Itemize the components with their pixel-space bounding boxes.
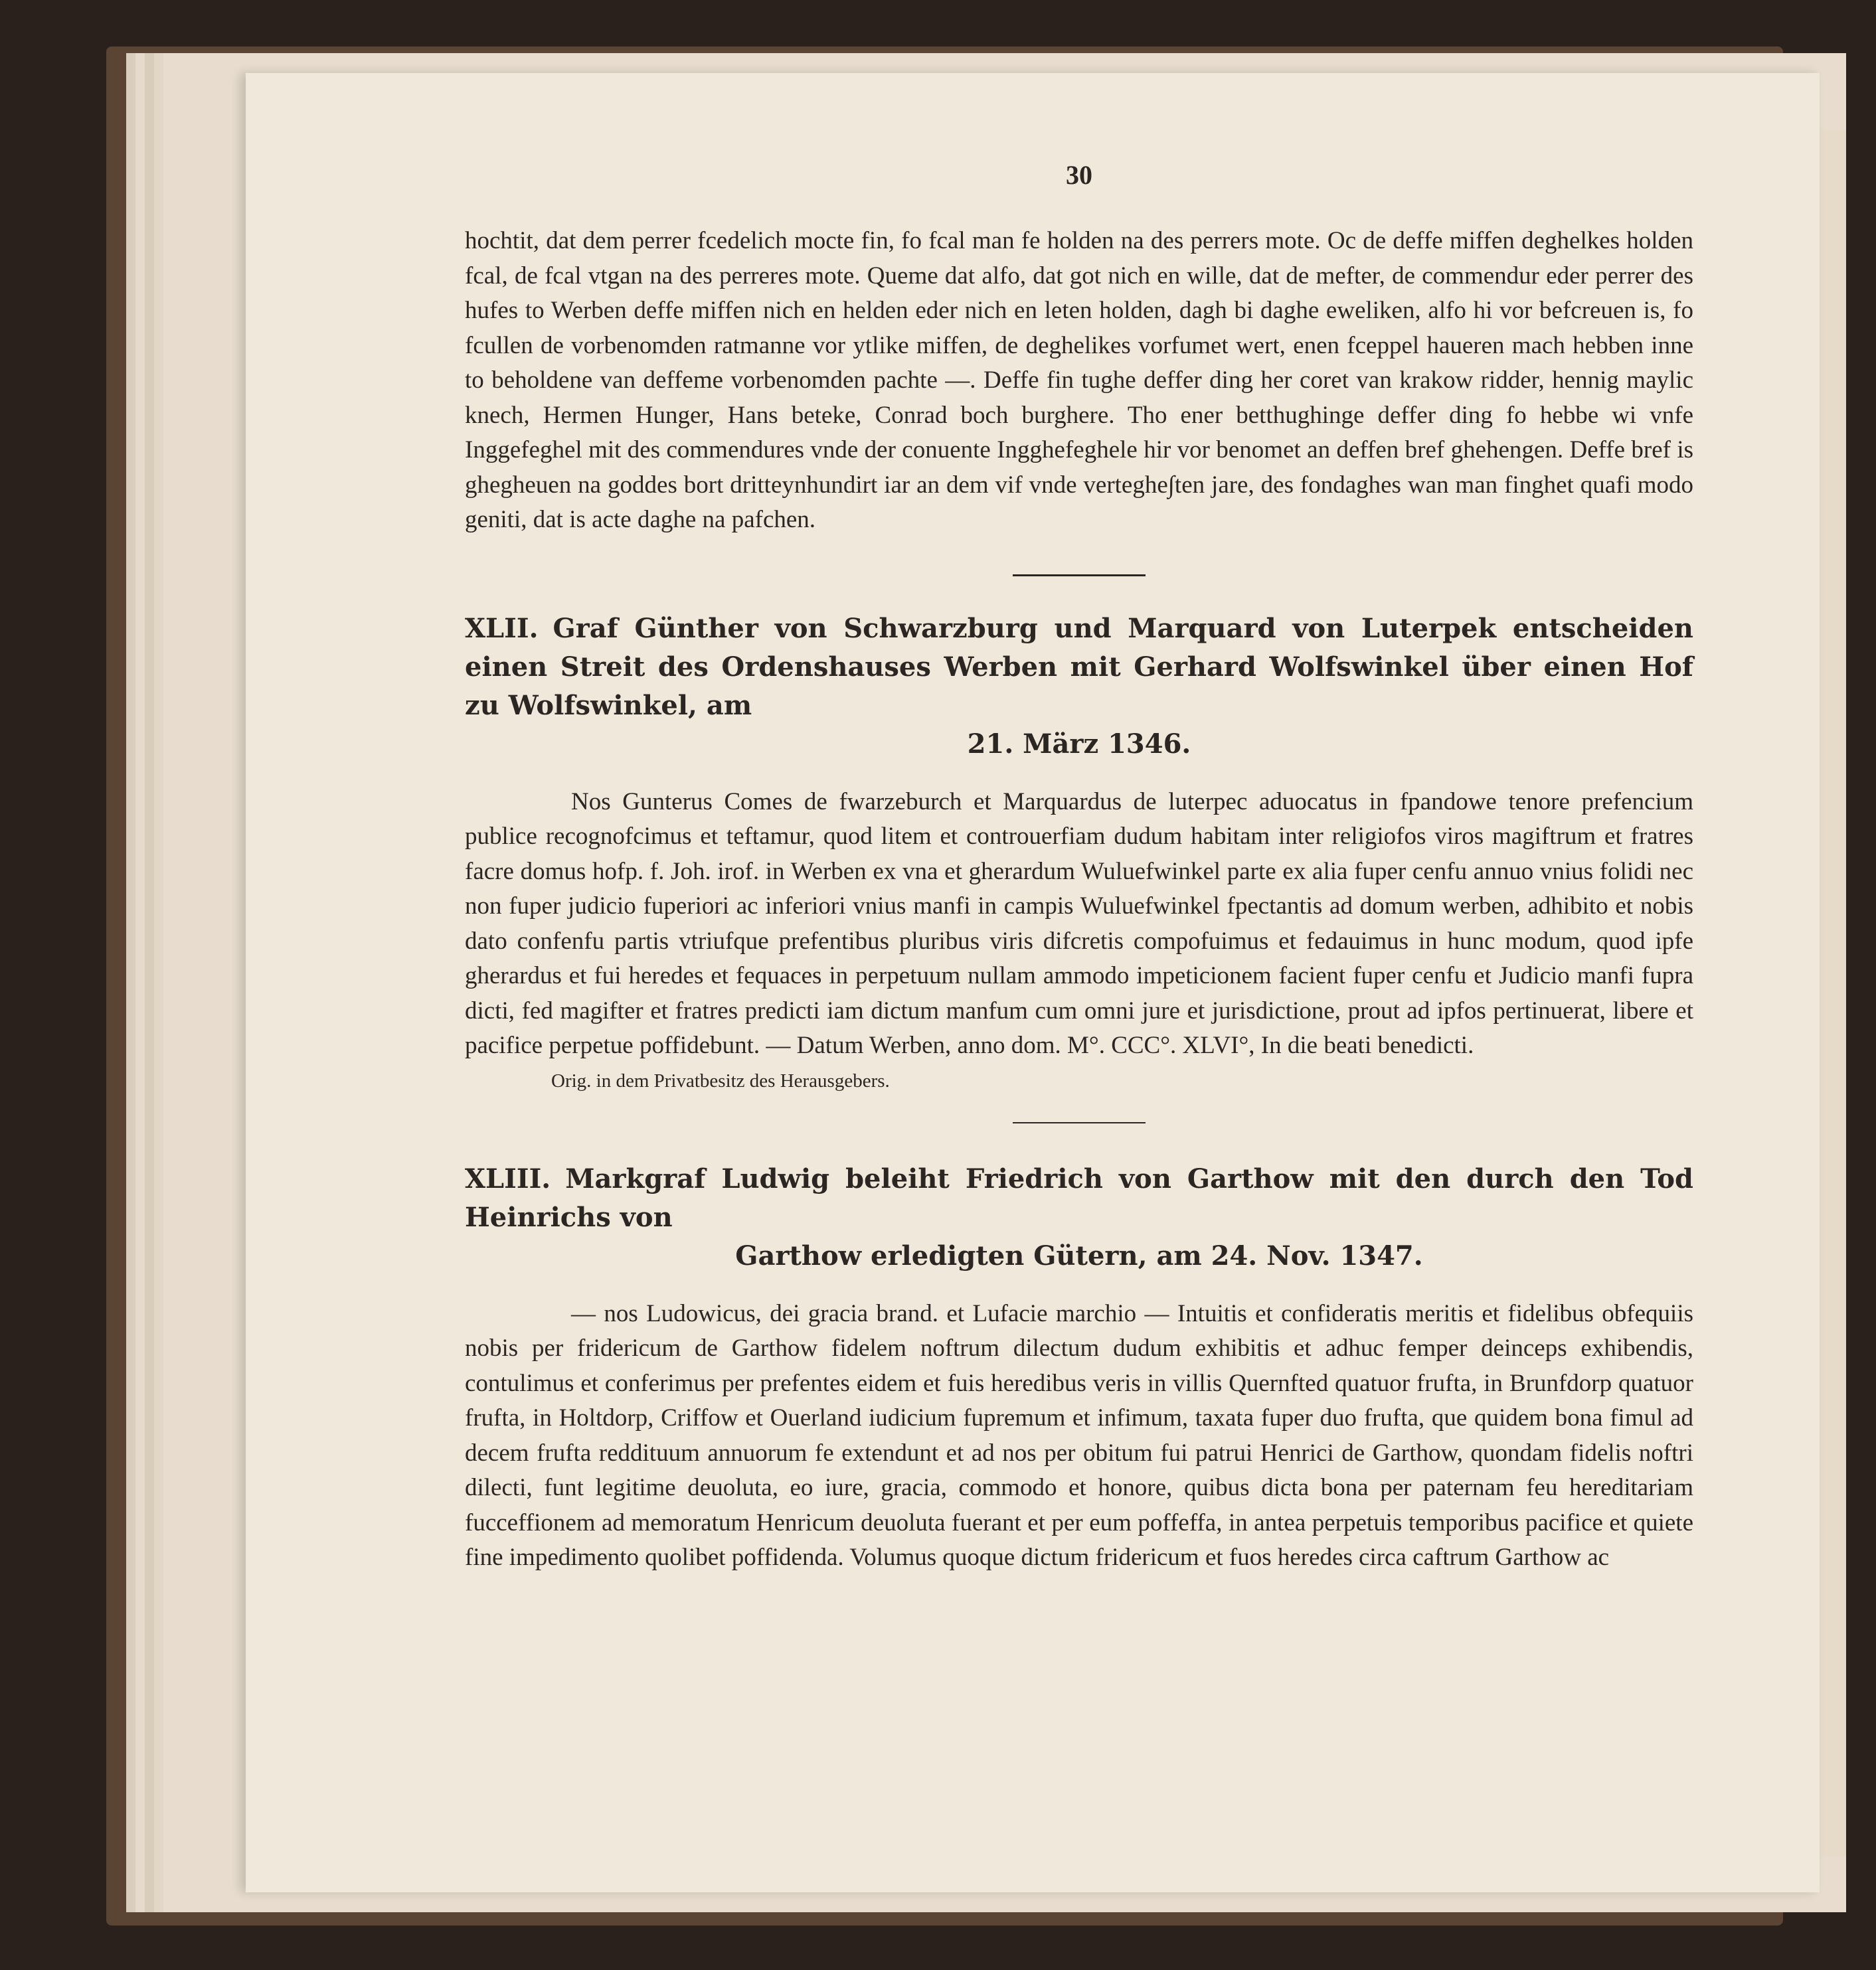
- page-number: 30: [1066, 160, 1092, 190]
- paragraph-continuation: hochtit, dat dem perrer fcedelich mocte fin, fo fcal man fe holden na des perrers mote. Oc de deffe miffen deghelkes holden fcal, de fcal vtgan na des perreres mote. Queme dat alfo, dat got nich en wille, dat de mefter, de commendur eder perrer des hufes to Werben deffe miffen nich en helden eder nich en leten holden, dagh bi daghe eweliken, alfo hi vor befcreuen is, fo fcullen de vorbenomden ratmanne vor ytlike miffen, de deghelikes vorfumet wert, enen fceppel haueren mach hebben inne to beholdene van deffeme vorbenomden pachte —. Deffe fin tughe deffer ding her coret van krakow ridder, hennig maylic knech, Hermen Hunger, Hans beteke, Conrad boch burghere. Tho ener betthughinge deffer ding fo hebbe wi vnfe Inggefeghel mit des commendures vnde der conuente Ingghefeghele hir vor benomet an deffen bref ghehengen. Deffe bref is ghegheuen na goddes bort dritteynhundirt iar an dem vif vnde verteghe∫ten jare, des fondaghes wan man finghet quafi modo geniti, dat is acte daghe na pafchen.: [465, 227, 1693, 533]
- section-number: XLII.: [465, 612, 539, 644]
- section-divider: [1013, 1122, 1146, 1123]
- section-heading-42: [465, 610, 1693, 764]
- section-date: 21. März 1346.: [967, 728, 1191, 760]
- charter-text-42: Nos Gunterus Comes de fwarzeburch et Marquardus de luterpec aduocatus in fpandowe tenore prefencium publice recognofcimus et teftamur, quod litem et controuerfiam dudum habitam inter religiofos viros magiftrum et fratres facre domus hofp. f. Joh. irof. in Werben ex vna et gherardum Wuluefwinkel parte ex alia fuper cenfu annuo vnius folidi nec non fuper judicio fuperiori ac inferiori vnius manfi in campis Wuluefwinkel fpectantis ad domum werben, adhibito et nobis dato confenfu partis vtriufque prefentibus pluribus viris difcretis compofuimus et fedauimus in hunc modum, quod ipfe gherardus et fui heredes et fequaces in perpetuum nullam ammodo impeticionem facient fuper cenfu et Judicio manfi fupra dicti, fed magifter et fratres predicti iam dictum manfum cum omni jure et jurisdictione, prout ad ipfos pertinuerat, libere et pacifice perpetue poffidebunt. — Datum Werben, anno dom. M°. CCC°. XLVI°, In die beati benedicti.: [465, 787, 1693, 1059]
- section-divider: [1013, 574, 1146, 576]
- book-page: [246, 73, 1820, 1892]
- charter-text-43: — nos Ludowicus, dei gracia brand. et Lufacie marchio — Intuitis et confideratis meritis et fidelibus obfequiis nobis per fridericum de Garthow fidelem noftrum dilectum dudum exhibitis et adhuc femper deinceps exhibendis, contulimus et conferimus per prefentes eidem et fuis heredibus veris in villis Quernfted quatuor frufta, in Brunfdorp quatuor frufta, in Holtdorp, Criffow et Ouerland iudicium fupremum et infimum, taxata fuper duo frufta, que quidem bona fimul ad decem frufta reddituum annuorum fe extendunt et ad nos per obitum fui patrui Henrici de Garthow, quondam fidelis noftri dilecti, funt legitime deuoluta, eo iure, gracia, commodo et honore, quibus dicta bona per paternam feu hereditariam fucceffionem ad memoratum Henricum deuoluta fuerant et per eum poffeffa, in antea perpetuis temporibus pacifice et quiete fine impedimento quolibet poffidenda. Volumus quoque dictum fridericum et fuos heredes circa caftrum Garthow ac: [465, 1299, 1693, 1571]
- section-title: Markgraf Ludwig beleiht Friedrich von Garthow mit den durch den Tod Heinrichs von: [465, 1163, 1693, 1233]
- section-title: Graf Günther von Schwarzburg und Marquard von Luterpek entscheiden einen Streit des Ordenshauses Werben mit Gerhard Wolfswinkel über einen Hof zu Wolfswinkel, am: [465, 612, 1693, 721]
- page-content: [465, 159, 1693, 1576]
- source-note: Orig. in dem Privatbesitz des Herausgebers.: [551, 1070, 890, 1092]
- section-title-continued: Garthow erledigten Gütern, am 24. Nov. 1347.: [735, 1240, 1423, 1272]
- section-number: XLIII.: [465, 1163, 551, 1194]
- section-heading-43: [465, 1160, 1693, 1275]
